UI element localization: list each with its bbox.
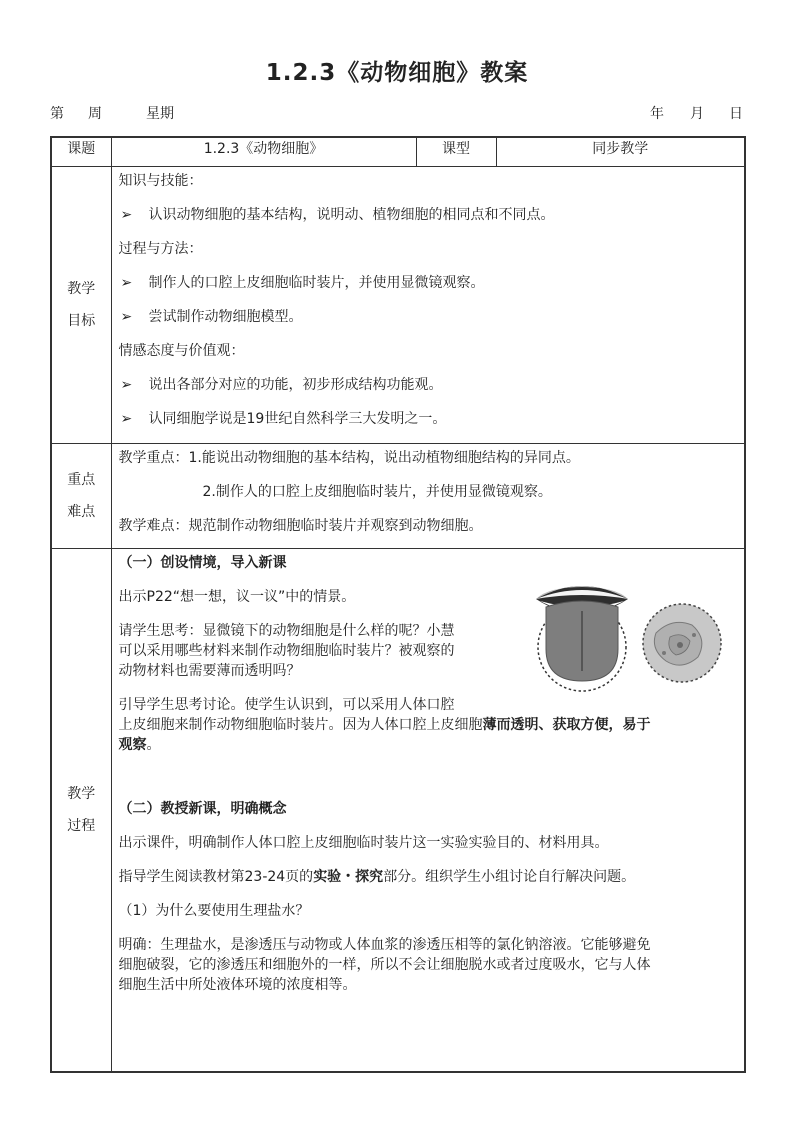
type-value: 同步教学 <box>496 137 745 167</box>
goals-label: 教学 目标 <box>51 167 111 444</box>
difficulty-line: 教学难点：规范制作动物细胞临时装片并观察到动物细胞。 <box>118 518 483 534</box>
page-title: 1.2.3《动物细胞》教案 <box>265 60 529 86</box>
goals-content <box>111 167 745 444</box>
key-points-content <box>111 444 745 549</box>
goal-bullet: ➢ 尝试制作动物细胞模型。 <box>120 309 303 325</box>
paragraph-line: 观察。 <box>118 737 161 753</box>
process-content <box>111 549 745 1073</box>
key-point-line: 2.制作人的口腔上皮细胞临时装片，并使用显微镜观察。 <box>202 484 552 500</box>
weekday-label: 星期 <box>146 106 174 122</box>
topic-label: 课题 <box>51 137 111 167</box>
month-label: 月 <box>690 106 704 122</box>
week-prefix: 第 <box>50 106 64 122</box>
week-suffix: 周 <box>88 106 102 122</box>
process-row <box>51 549 745 1073</box>
paragraph: 指导学生阅读教材第23-24页的实验・探究部分。组织学生小组讨论自行解决问题。 <box>118 869 636 885</box>
year-label: 年 <box>650 106 664 122</box>
paragraph: 出示P22“想一想，议一议”中的情景。 <box>118 589 356 605</box>
arrow-bullet-icon: ➢ <box>120 377 133 393</box>
paragraph-line: 明确：生理盐水，是渗透压与动物或人体血浆的渗透压相等的氯化钠溶液。它能够避免 <box>118 937 651 953</box>
paragraph-line: 细胞生活中所处液体环境的浓度相等。 <box>118 977 357 993</box>
arrow-bullet-icon: ➢ <box>120 411 133 427</box>
goal-bullet: ➢ 认识动物细胞的基本结构，说明动、植物细胞的相同点和不同点。 <box>120 207 555 223</box>
goal-bullet: ➢ 认同细胞学说是19世纪自然科学三大发明之一。 <box>120 411 447 427</box>
process-label: 教学 过程 <box>51 549 111 1073</box>
lesson-plan-table <box>50 136 746 1073</box>
arrow-bullet-icon: ➢ <box>120 309 133 325</box>
key-points-label: 重点 难点 <box>51 444 111 549</box>
topic-value: 1.2.3《动物细胞》 <box>111 137 416 167</box>
section-heading: （一）创设情境，导入新课 <box>118 555 287 571</box>
epithelial-cells-micrograph-icon <box>643 604 721 682</box>
day-label: 日 <box>729 106 743 122</box>
goal-bullet: ➢ 制作人的口腔上皮细胞临时装片，并使用显微镜观察。 <box>120 275 485 291</box>
goals-row <box>51 167 745 444</box>
paragraph-line: 细胞破裂，它的渗透压和细胞外的一样，所以不会让细胞脱水或者过度吸水，它与人体 <box>118 957 651 973</box>
type-label: 课型 <box>416 137 496 167</box>
paragraph-line: 引导学生思考讨论。使学生认识到，可以采用人体口腔 <box>118 697 455 713</box>
question: （1）为什么要使用生理盐水？ <box>118 903 310 919</box>
mouth-tongue-icon <box>536 586 628 691</box>
paragraph-line: 动物材料也需要薄而透明吗？ <box>118 663 301 679</box>
arrow-bullet-icon: ➢ <box>120 275 133 291</box>
header-row <box>51 137 745 167</box>
tongue-and-cells-illustration <box>532 563 732 693</box>
paragraph-line: 请学生思考：显微镜下的动物细胞是什么样的呢？小慧 <box>118 623 455 639</box>
key-points-row <box>51 444 745 549</box>
section-heading: （二）教授新课，明确概念 <box>118 801 287 817</box>
paragraph-line: 上皮细胞来制作动物细胞临时装片。因为人体口腔上皮细胞薄而透明、获取方便，易于 <box>118 717 651 733</box>
arrow-bullet-icon: ➢ <box>120 207 133 223</box>
goal-section-title: 知识与技能： <box>118 173 203 189</box>
paragraph-line: 可以采用哪些材料来制作动物细胞临时装片？被观察的 <box>118 643 455 659</box>
key-point-line: 教学重点：1.能说出动物细胞的基本结构，说出动植物细胞结构的异同点。 <box>118 450 580 466</box>
paragraph: 出示课件，明确制作人体口腔上皮细胞临时装片这一实验实验目的、材料用具。 <box>118 835 609 851</box>
goal-section-title: 情感态度与价值观： <box>118 343 245 359</box>
goal-section-title: 过程与方法： <box>118 241 203 257</box>
goal-bullet: ➢ 说出各部分对应的功能，初步形成结构功能观。 <box>120 377 443 393</box>
